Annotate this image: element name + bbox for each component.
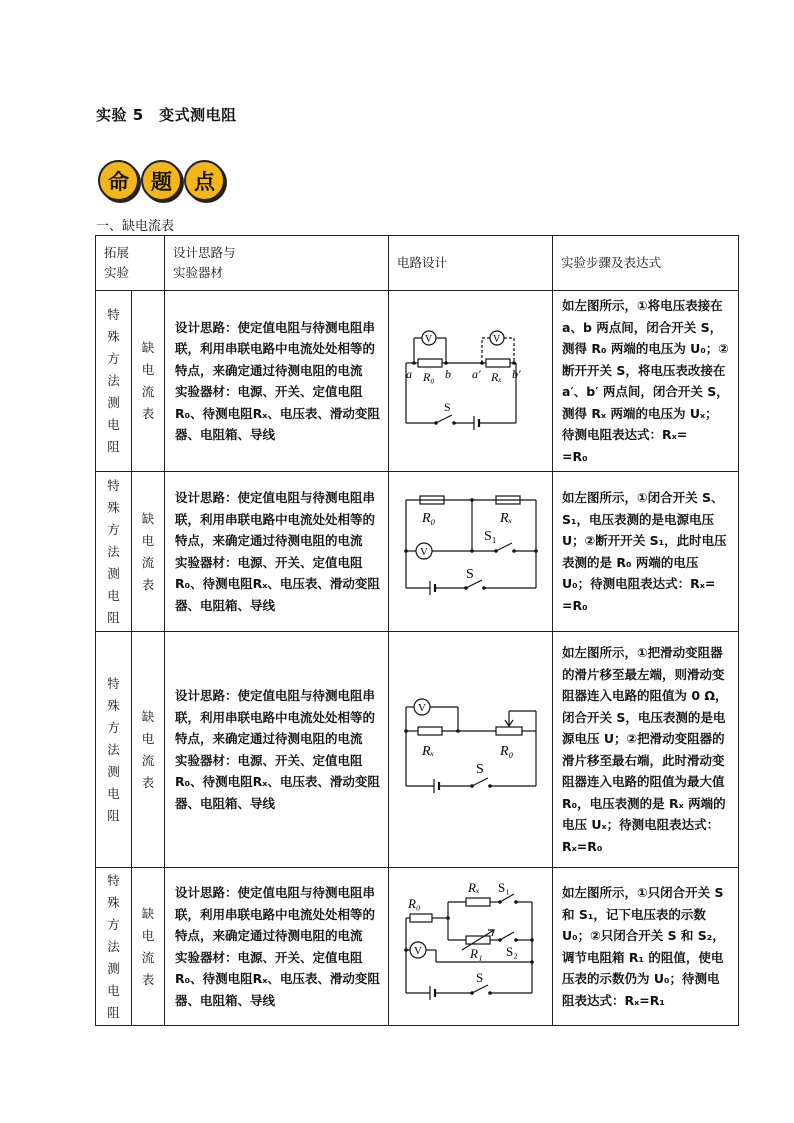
circuit-diagram-2 xyxy=(396,488,546,608)
switch-s-label: S xyxy=(475,762,484,778)
idea-text: 设计思路：使定值电阻与待测电阻串联，利用串联电路中电流处处相等的特点，来确定通过待测电阻的电流 xyxy=(175,319,376,378)
method-label: 特 殊 方 法 测 电 阻 xyxy=(107,477,120,625)
missing-label: 缺 电 流 表 xyxy=(141,510,155,592)
method-cell xyxy=(96,632,132,868)
badge-char: 命 xyxy=(98,160,139,201)
r0-label: R₀ xyxy=(421,511,435,527)
badge-char: 题 xyxy=(141,160,182,201)
idea-cell xyxy=(165,632,389,868)
missing-cell xyxy=(132,291,165,472)
switch-s1-label: S₁ xyxy=(483,529,497,545)
header-extension xyxy=(96,236,165,291)
missing-cell xyxy=(132,632,165,868)
method-label: 特 殊 方 法 测 电 阻 xyxy=(107,872,120,1020)
header-circuit xyxy=(389,236,553,291)
circuit-cell xyxy=(389,291,553,472)
circuit-diagram-4 xyxy=(396,878,546,1008)
materials-text: 实验器材：电源、开关、定值电阻R₀、待测电阻Rₓ、电压表、滑动变阻器、电阻箱、导线 xyxy=(175,949,380,1008)
steps-cell: 如左图所示，①把滑动变阻器的滑片移至最左端，则滑动变阻器连入电路的阻值为 0 Ω，闭合开关 S，电压表测的是电源电压 U；②把滑动变阻器的滑片移至最右端，此时滑动变阻器连入电路的阻值为最大值 R₀，电压表测的是 Rₓ 两端的电压 Uₓ；待测电阻表达式：Rₓ=R₀ xyxy=(553,632,739,868)
section-heading: 一、缺电流表 xyxy=(96,219,175,234)
missing-label: 缺 电 流 表 xyxy=(141,708,155,790)
idea-text: 设计思路：使定值电阻与待测电阻串联，利用串联电路中电流处处相等的特点，来确定通过待测电阻的电流 xyxy=(175,490,376,548)
rx-label: Rₓ xyxy=(490,369,502,384)
point-a2-label: a′ xyxy=(471,366,481,381)
r1-label: R₁ xyxy=(469,946,482,962)
rx-label: Rₓ xyxy=(499,511,513,527)
method-label: 特 殊 方 法 测 电 阻 xyxy=(107,307,120,454)
missing-label: 缺 电 流 表 xyxy=(141,340,155,421)
table-row xyxy=(96,472,739,632)
voltmeter-label: V xyxy=(413,945,422,958)
idea-text: 设计思路：使定值电阻与待测电阻串联，利用串联电路中电流处处相等的特点，来确定通过待测电阻的电流 xyxy=(175,688,376,746)
experiment-table xyxy=(95,235,739,1026)
r0-label: R₀ xyxy=(499,744,513,760)
switch-s-label: S xyxy=(465,567,474,583)
rx-label: Rₓ xyxy=(467,880,480,896)
switch-s2-label: S₂ xyxy=(505,944,518,960)
r0-label: R₀ xyxy=(422,369,435,384)
missing-cell xyxy=(132,472,165,632)
table-row xyxy=(96,632,739,868)
circuit-diagram-3 xyxy=(396,691,546,801)
page-title: 实验 5 变式测电阻 xyxy=(96,106,237,124)
circuit-cell xyxy=(389,632,553,868)
missing-label: 缺 电 流 表 xyxy=(141,905,155,987)
header-text: 电路设计 xyxy=(397,255,448,270)
missing-cell xyxy=(132,868,165,1026)
header-text: 实验步骤及表达式 xyxy=(561,255,662,270)
switch-s-label: S xyxy=(475,970,483,986)
point-b2-label: b′ xyxy=(511,366,521,381)
switch-s-label: S xyxy=(443,399,451,414)
idea-text: 设计思路：使定值电阻与待测电阻串联，利用串联电路中电流处处相等的特点，来确定通过待测电阻的电流 xyxy=(175,885,376,943)
badge-char: 点 xyxy=(184,160,225,201)
idea-cell xyxy=(165,291,389,472)
table-row xyxy=(96,291,739,472)
materials-text: 实验器材：电源、开关、定值电阻R₀、待测电阻Rₓ、电压表、滑动变阻器、电阻箱、导线 xyxy=(175,384,380,442)
point-b-label: b xyxy=(444,366,451,381)
point-a-label: a xyxy=(405,366,412,381)
section-badge xyxy=(98,160,225,201)
circuit-cell xyxy=(389,472,553,632)
method-label: 特 殊 方 法 测 电 阻 xyxy=(107,675,120,823)
header-text: 设计思路与 实验器材 xyxy=(173,245,236,280)
materials-text: 实验器材：电源、开关、定值电阻R₀、待测电阻Rₓ、电压表、滑动变阻器、电阻箱、导线 xyxy=(175,752,380,811)
r0-label: R₀ xyxy=(407,896,420,912)
steps-cell: 如左图所示，①闭合开关 S、S₁，电压表测的是电源电压 U；②断开开关 S₁，此时电压表测的是 R₀ 两端的电压 U₀；待测电阻表达式：Rₓ= =R₀ xyxy=(553,472,739,632)
voltmeter-label: V xyxy=(417,702,426,715)
table-row xyxy=(96,868,739,1026)
switch-s1-label: S₁ xyxy=(497,880,510,896)
steps-cell: 如左图所示，①只闭合开关 S 和 S₁，记下电压表的示数 U₀；②只闭合开关 S 和 S₂，调节电阻箱 R₁ 的阻值，使电压表的示数仍为 U₀；待测电阻表达式：Rₓ=R₁ xyxy=(553,868,739,1026)
header-idea xyxy=(165,236,389,291)
method-cell xyxy=(96,868,132,1026)
voltmeter-label: V xyxy=(419,546,428,559)
method-cell xyxy=(96,291,132,472)
table-header-row xyxy=(96,236,739,291)
idea-cell xyxy=(165,868,389,1026)
materials-text: 实验器材：电源、开关、定值电阻R₀、待测电阻Rₓ、电压表、滑动变阻器、电阻箱、导线 xyxy=(175,554,380,613)
circuit-cell xyxy=(389,868,553,1026)
rx-label: Rₓ xyxy=(421,744,435,760)
header-text: 拓展 实验 xyxy=(104,245,130,280)
circuit-diagram-1 xyxy=(396,318,546,438)
header-steps xyxy=(553,236,739,291)
method-cell xyxy=(96,472,132,632)
voltmeter-label: V xyxy=(492,333,500,345)
steps-cell: 如左图所示，①将电压表接在 a、b 两点间，闭合开关 S，测得 R₀ 两端的电压为 U₀；②断开开关 S，将电压表改接在 a′、b′ 两点间，闭合开关 S，测得 Rₓ 两端的电压为 Uₓ；待测电阻表达式：Rₓ= =R₀ xyxy=(553,291,739,472)
voltmeter-label: V xyxy=(424,333,432,345)
idea-cell xyxy=(165,472,389,632)
